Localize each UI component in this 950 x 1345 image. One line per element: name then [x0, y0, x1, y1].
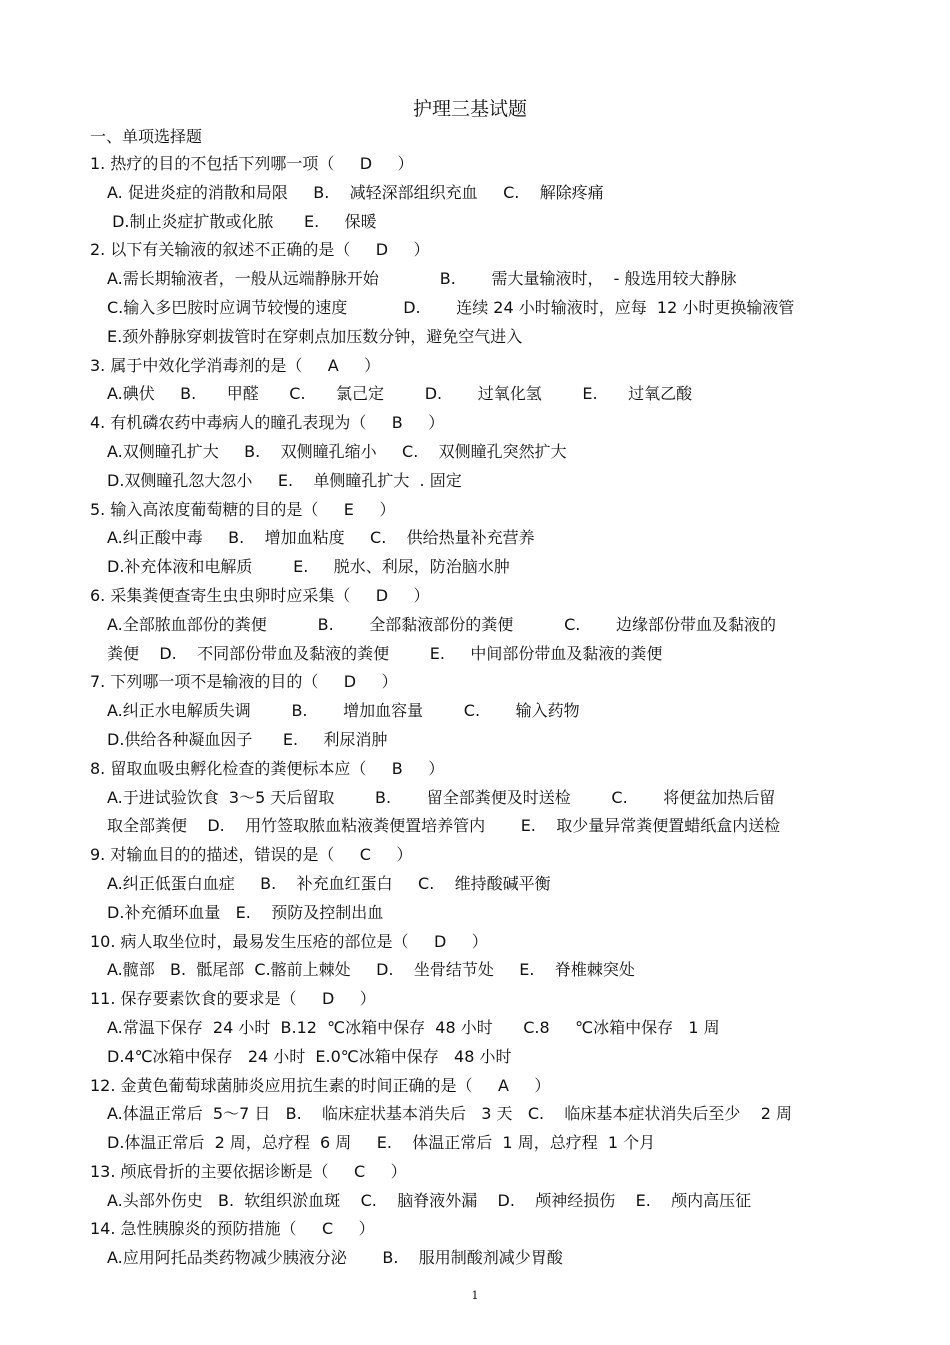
question-stem: 5. 输入高浓度葡萄糖的目的是（ E ） — [90, 499, 396, 519]
answer-options: A. 促进炎症的消散和局限 B. 减轻深部组织充血 C. 解除疼痛 — [107, 182, 604, 202]
page-number: 1 — [471, 1289, 479, 1302]
answer-options: C.输入多巴胺时应调节较慢的速度 D. 连续 24 小时输液时，应每 12 小时更换输液管 — [107, 297, 795, 317]
section-heading: 一、单项选择题 — [90, 127, 203, 146]
answer-options: D.供给各种凝血因子 E. 利尿消肿 — [107, 729, 388, 749]
question-stem: 2. 以下有关输液的叙述不正确的是（ D ） — [90, 240, 430, 260]
question-stem: 4. 有机磷农药中毒病人的瞳孔表现为（ B ） — [90, 413, 445, 433]
question-stem: 3. 属于中效化学消毒剂的是（ A ） — [90, 355, 381, 375]
answer-options: A.全部脓血部份的粪便 B. 全部黏液部份的粪便 C. 边缘部份带血及黏液的 — [107, 614, 776, 634]
answer-options: A.于进试验饮食 3～5 天后留取 B. 留全部粪便及时送检 C. 将便盆加热后留 — [107, 787, 776, 807]
answer-options: A.纠正低蛋白血症 B. 补充血红蛋白 C. 维持酸碱平衡 — [107, 873, 551, 893]
question-stem: 14. 急性胰腺炎的预防措施（ C ） — [90, 1219, 375, 1239]
answer-options: A.体温正常后 5～7 日 B. 临床症状基本消失后 3 天 C. 临床基本症状消失后至少 2 周 — [107, 1104, 793, 1124]
answer-options: 粪便 D. 不同部份带血及黏液的粪便 E. 中间部份带血及黏液的粪便 — [107, 643, 663, 663]
answer-options: A.纠正水电解质失调 B. 增加血容量 C. 输入药物 — [107, 701, 580, 721]
answer-options: A.双侧瞳孔扩大 B. 双侧瞳孔缩小 C. 双侧瞳孔突然扩大 — [107, 441, 567, 461]
question-stem: 9. 对输血目的的描述，错误的是（ C ） — [90, 845, 413, 865]
question-stem: 13. 颅底骨折的主要依据诊断是（ C ） — [90, 1161, 407, 1181]
answer-options: A.需长期输液者，一般从远端静脉开始 B. 需大量输液时， - 般选用较大静脉 — [107, 269, 737, 289]
answer-options: A.纠正酸中毒 B. 增加血粘度 C. 供给热量补充营养 — [107, 528, 535, 548]
answer-options: E.颈外静脉穿刺拔管时在穿刺点加压数分钟，避免空气进入 — [107, 326, 523, 346]
question-stem: 7. 下列哪一项不是输液的目的（ D ） — [90, 672, 398, 692]
answer-options: D.补充循环血量 E. 预防及控制出血 — [107, 902, 384, 922]
question-stem: 6. 采集粪便查寄生虫虫卵时应采集（ D ） — [90, 585, 430, 605]
answer-options: D.制止炎症扩散或化脓 E. 保暖 — [107, 211, 377, 231]
page-title: 护理三基试题 — [412, 98, 527, 120]
answer-options: A.髋部 B. 骶尾部 C.髂前上棘处 D. 坐骨结节处 E. 脊椎棘突处 — [107, 960, 635, 980]
answer-options: D.补充体液和电解质 E. 脱水、利尿，防治脑水肿 — [107, 557, 510, 577]
question-stem: 1. 热疗的目的不包括下列哪一项（ D ） — [90, 154, 414, 173]
answer-options: A.碘伏 B. 甲醛 C. 氯己定 D. 过氧化氢 E. 过氧乙酸 — [107, 384, 693, 404]
question-stem: 12. 金黄色葡萄球菌肺炎应用抗生素的时间正确的是（ A ） — [90, 1075, 551, 1095]
answer-options: D.体温正常后 2 周，总疗程 6 周 E. 体温正常后 1 周，总疗程 1 个月 — [107, 1133, 656, 1153]
question-list — [90, 150, 870, 1273]
question-stem: 11. 保存要素饮食的要求是（ D ） — [90, 989, 376, 1009]
question-stem: 10. 病人取坐位时，最易发生压疮的部位是（ D ） — [90, 931, 488, 951]
answer-options: D.4℃冰箱中保存 24 小时 E.0℃冰箱中保存 48 小时 — [107, 1046, 512, 1066]
answer-options: A.常温下保存 24 小时 B.12 ℃冰箱中保存 48 小时 C.8 ℃冰箱中保存 1 周 — [107, 1017, 720, 1037]
answer-options: A.应用阿托品类药物减少胰液分泌 B. 服用制酸剂减少胃酸 — [107, 1248, 563, 1268]
answer-options: D.双侧瞳孔忽大忽小 E. 单侧瞳孔扩大 . 固定 — [107, 470, 462, 490]
question-stem: 8. 留取血吸虫孵化检查的粪便标本应（ B ） — [90, 758, 445, 778]
answer-options: 取全部粪便 D. 用竹签取脓血粘液粪便置培养管内 E. 取少量异常粪便置蜡纸盒内送检 — [107, 816, 781, 836]
answer-options: A.头部外伤史 B. 软组织淤血斑 C. 脑脊液外漏 D. 颅神经损伤 E. 颅内高压征 — [107, 1190, 752, 1210]
